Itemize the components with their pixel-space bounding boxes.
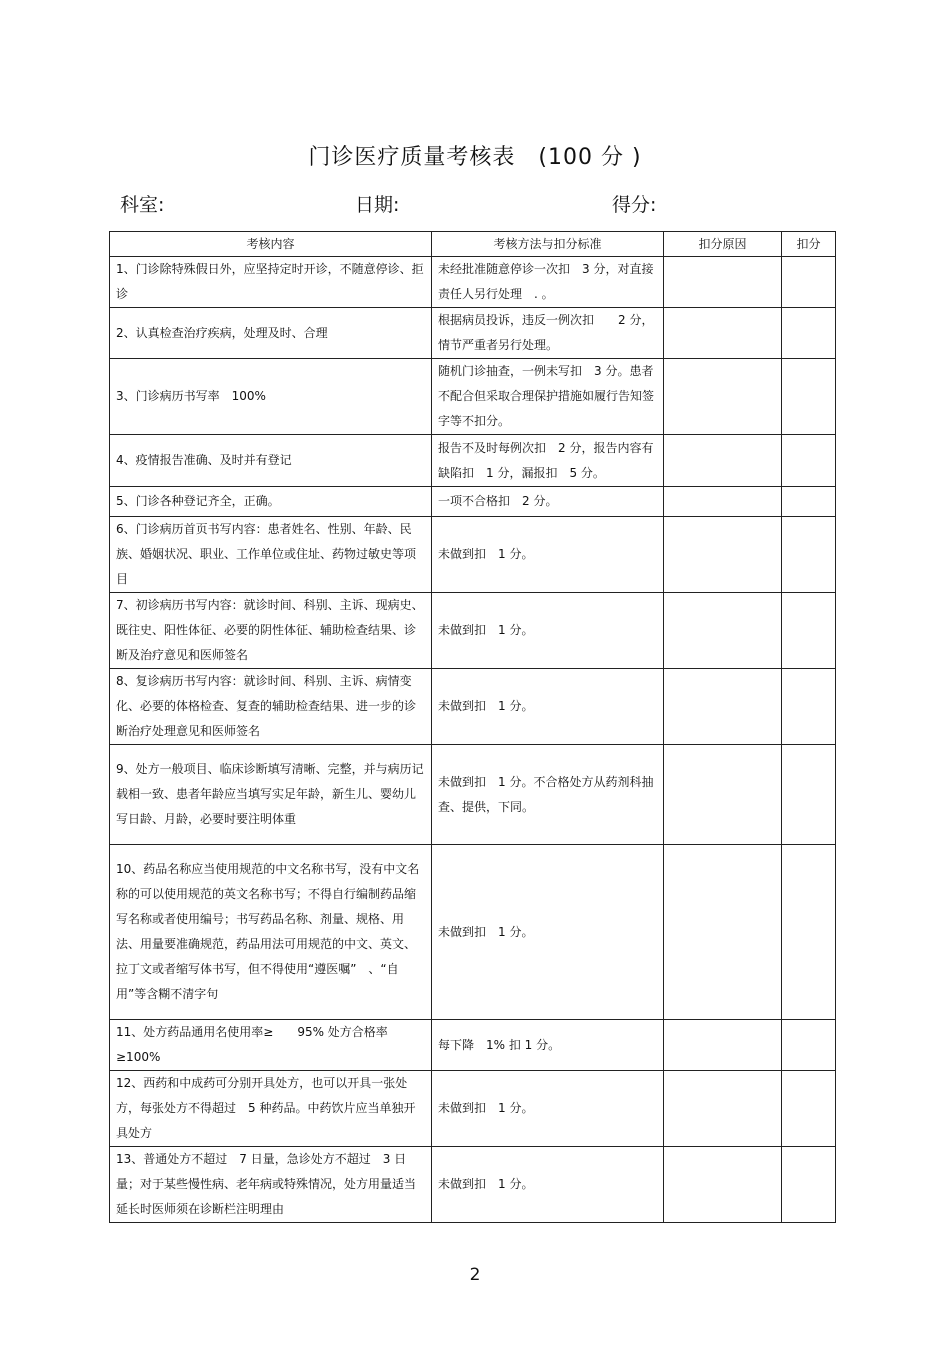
table-row [110,308,836,359]
row-content: 6、门诊病历首页书写内容：患者姓名、性别、年龄、民族、婚姻状况、职业、工作单位或住址、药物过敏史等项目 [110,517,432,593]
table-row [110,1147,836,1223]
row-content: 5、门诊各种登记齐全，正确。 [110,487,432,517]
table-row [110,1020,836,1071]
row-reason[interactable] [664,257,782,308]
row-reason[interactable] [664,1071,782,1147]
row-deduct[interactable] [782,435,836,487]
row-reason[interactable] [664,669,782,745]
row-method: 报告不及时每例次扣 2 分，报告内容有缺陷扣 1 分，漏报扣 5 分。 [432,435,664,487]
score-label: 得分: [612,194,657,216]
row-reason[interactable] [664,745,782,845]
table-row [110,669,836,745]
table-row [110,359,836,435]
row-deduct[interactable] [782,845,836,1020]
row-method: 一项不合格扣 2 分。 [432,487,664,517]
row-method: 未做到扣 1 分。 [432,593,664,669]
row-content: 12、西药和中成药可分别开具处方，也可以开具一张处方，每张处方不得超过 5 种药品。中药饮片应当单独开具处方 [110,1071,432,1147]
row-content: 9、处方一般项目、临床诊断填写清晰、完整，并与病历记载相一致、患者年龄应当填写实足年龄，新生儿、婴幼儿写日龄、月龄，必要时要注明体重 [110,745,432,845]
row-deduct[interactable] [782,669,836,745]
row-reason[interactable] [664,593,782,669]
row-method: 未做到扣 1 分。 [432,1071,664,1147]
table-row [110,593,836,669]
row-deduct[interactable] [782,517,836,593]
row-deduct[interactable] [782,487,836,517]
row-method: 未做到扣 1 分。 [432,1147,664,1223]
row-content: 1、门诊除特殊假日外，应坚持定时开诊，不随意停诊、拒诊 [110,257,432,308]
assessment-table [109,231,836,1223]
row-content: 2、认真检查治疗疾病，处理及时、合理 [110,308,432,359]
row-content: 10、药品名称应当使用规范的中文名称书写，没有中文名称的可以使用规范的英文名称书写；不得自行编制药品缩写名称或者使用编号；书写药品名称、剂量、规格、用法、用量要准确规范，药品用法可用规范的中文、英文、拉丁文或者缩写体书写，但不得使用“遵医嘱” 、“自用”等含糊不清字句 [110,845,432,1020]
row-reason[interactable] [664,435,782,487]
row-method: 未做到扣 1 分。 [432,517,664,593]
row-method: 未做到扣 1 分。 [432,845,664,1020]
row-reason[interactable] [664,517,782,593]
row-content: 7、初诊病历书写内容：就诊时间、科别、主诉、现病史、既往史、阳性体征、必要的阴性体征、辅助检查结果、诊断及治疗意见和医师签名 [110,593,432,669]
table-row [110,1071,836,1147]
row-deduct[interactable] [782,745,836,845]
row-content: 4、疫情报告准确、及时并有登记 [110,435,432,487]
row-deduct[interactable] [782,593,836,669]
row-deduct[interactable] [782,257,836,308]
page-number: 2 [469,1265,481,1285]
row-content: 11、处方药品通用名使用率≥ 95% 处方合格率≥100% [110,1020,432,1071]
row-content: 8、复诊病历书写内容：就诊时间、科别、主诉、病情变化、必要的体格检查、复查的辅助检查结果、进一步的诊断治疗处理意见和医师签名 [110,669,432,745]
row-method: 未做到扣 1 分。不合格处方从药剂科抽查、提供，下同。 [432,745,664,845]
row-reason[interactable] [664,1147,782,1223]
row-reason[interactable] [664,845,782,1020]
table-row [110,435,836,487]
table-row [110,257,836,308]
row-reason[interactable] [664,359,782,435]
row-method: 未经批准随意停诊一次扣 3 分，对直接责任人另行处理 . 。 [432,257,664,308]
table-row [110,845,836,1020]
row-method: 每下降 1% 扣 1 分。 [432,1020,664,1071]
header-method: 考核方法与扣分标准 [432,232,664,257]
row-method: 随机门诊抽查，一例未写扣 3 分。患者不配合但采取合理保护措施如履行告知签字等不扣分。 [432,359,664,435]
row-method: 未做到扣 1 分。 [432,669,664,745]
row-content: 3、门诊病历书写率 100% [110,359,432,435]
row-method: 根据病员投诉，违反一例次扣 2 分，情节严重者另行处理。 [432,308,664,359]
row-reason[interactable] [664,487,782,517]
table-row [110,517,836,593]
date-label: 日期: [355,194,400,216]
row-deduct[interactable] [782,308,836,359]
form-title: 门诊医疗质量考核表 (100 分 ) [308,145,642,170]
row-deduct[interactable] [782,1020,836,1071]
row-reason[interactable] [664,308,782,359]
row-content: 13、普通处方不超过 7 日量，急诊处方不超过 3 日量；对于某些慢性病、老年病或特殊情况，处方用量适当延长时医师须在诊断栏注明理由 [110,1147,432,1223]
table-header-row [110,232,836,257]
header-reason: 扣分原因 [664,232,782,257]
row-deduct[interactable] [782,1147,836,1223]
header-deduct: 扣分 [782,232,836,257]
table-row [110,745,836,845]
table-row [110,487,836,517]
row-deduct[interactable] [782,359,836,435]
row-reason[interactable] [664,1020,782,1071]
header-content: 考核内容 [110,232,432,257]
department-label: 科室: [120,194,165,216]
row-deduct[interactable] [782,1071,836,1147]
